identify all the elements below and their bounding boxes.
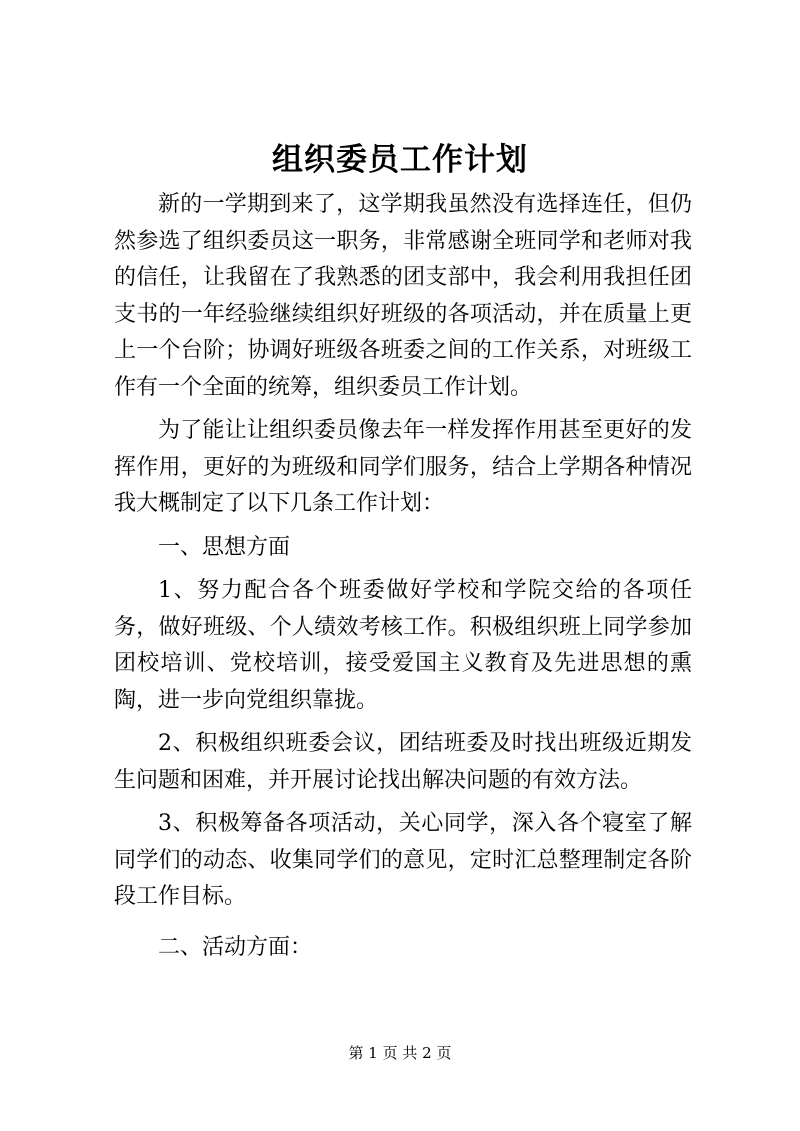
paragraph-item-3: 3、积极筹备各项活动，关心同学，深入各个寝室了解同学们的动态、收集同学们的意见，定时汇总整理制定各阶段工作目标。	[114, 811, 692, 909]
paragraph-purpose: 为了能让让组织委员像去年一样发挥作用甚至更好的发挥作用，更好的为班级和同学们服务，结合上学期各种情况我大概制定了以下几条工作计划：	[114, 418, 692, 516]
document-body	[114, 187, 692, 966]
section-heading-activity: 二、活动方面：	[158, 934, 313, 960]
paragraph-intro: 新的一学期到来了，这学期我虽然没有选择连任，但仍然参选了组织委员这一职务，非常感谢全班同学和老师对我的信任，让我留在了我熟悉的团支部中，我会利用我担任团支书的一年经验继续组织好班级的各项活动，并在质量上更上一个台阶；协调好班级各班委之间的工作关系，对班级工作有一个全面的统筹，组织委员工作计划。	[114, 192, 692, 400]
page-footer: 第 1 页 共 2 页	[348, 1044, 452, 1062]
section-heading-thought: 一、思想方面	[158, 534, 291, 560]
paragraph-item-2: 2、积极组织班委会议，团结班委及时找出班级近期发生问题和困难，并开展讨论找出解决问题的有效方法。	[114, 731, 692, 793]
document-title: 组织委员工作计划	[272, 142, 528, 178]
paragraph-item-1: 1、努力配合各个班委做好学校和学院交给的各项任务，做好班级、个人绩效考核工作。积极组织班上同学参加团校培训、党校培训，接受爱国主义教育及先进思想的熏陶，进一步向党组织靠拢。	[114, 578, 692, 713]
